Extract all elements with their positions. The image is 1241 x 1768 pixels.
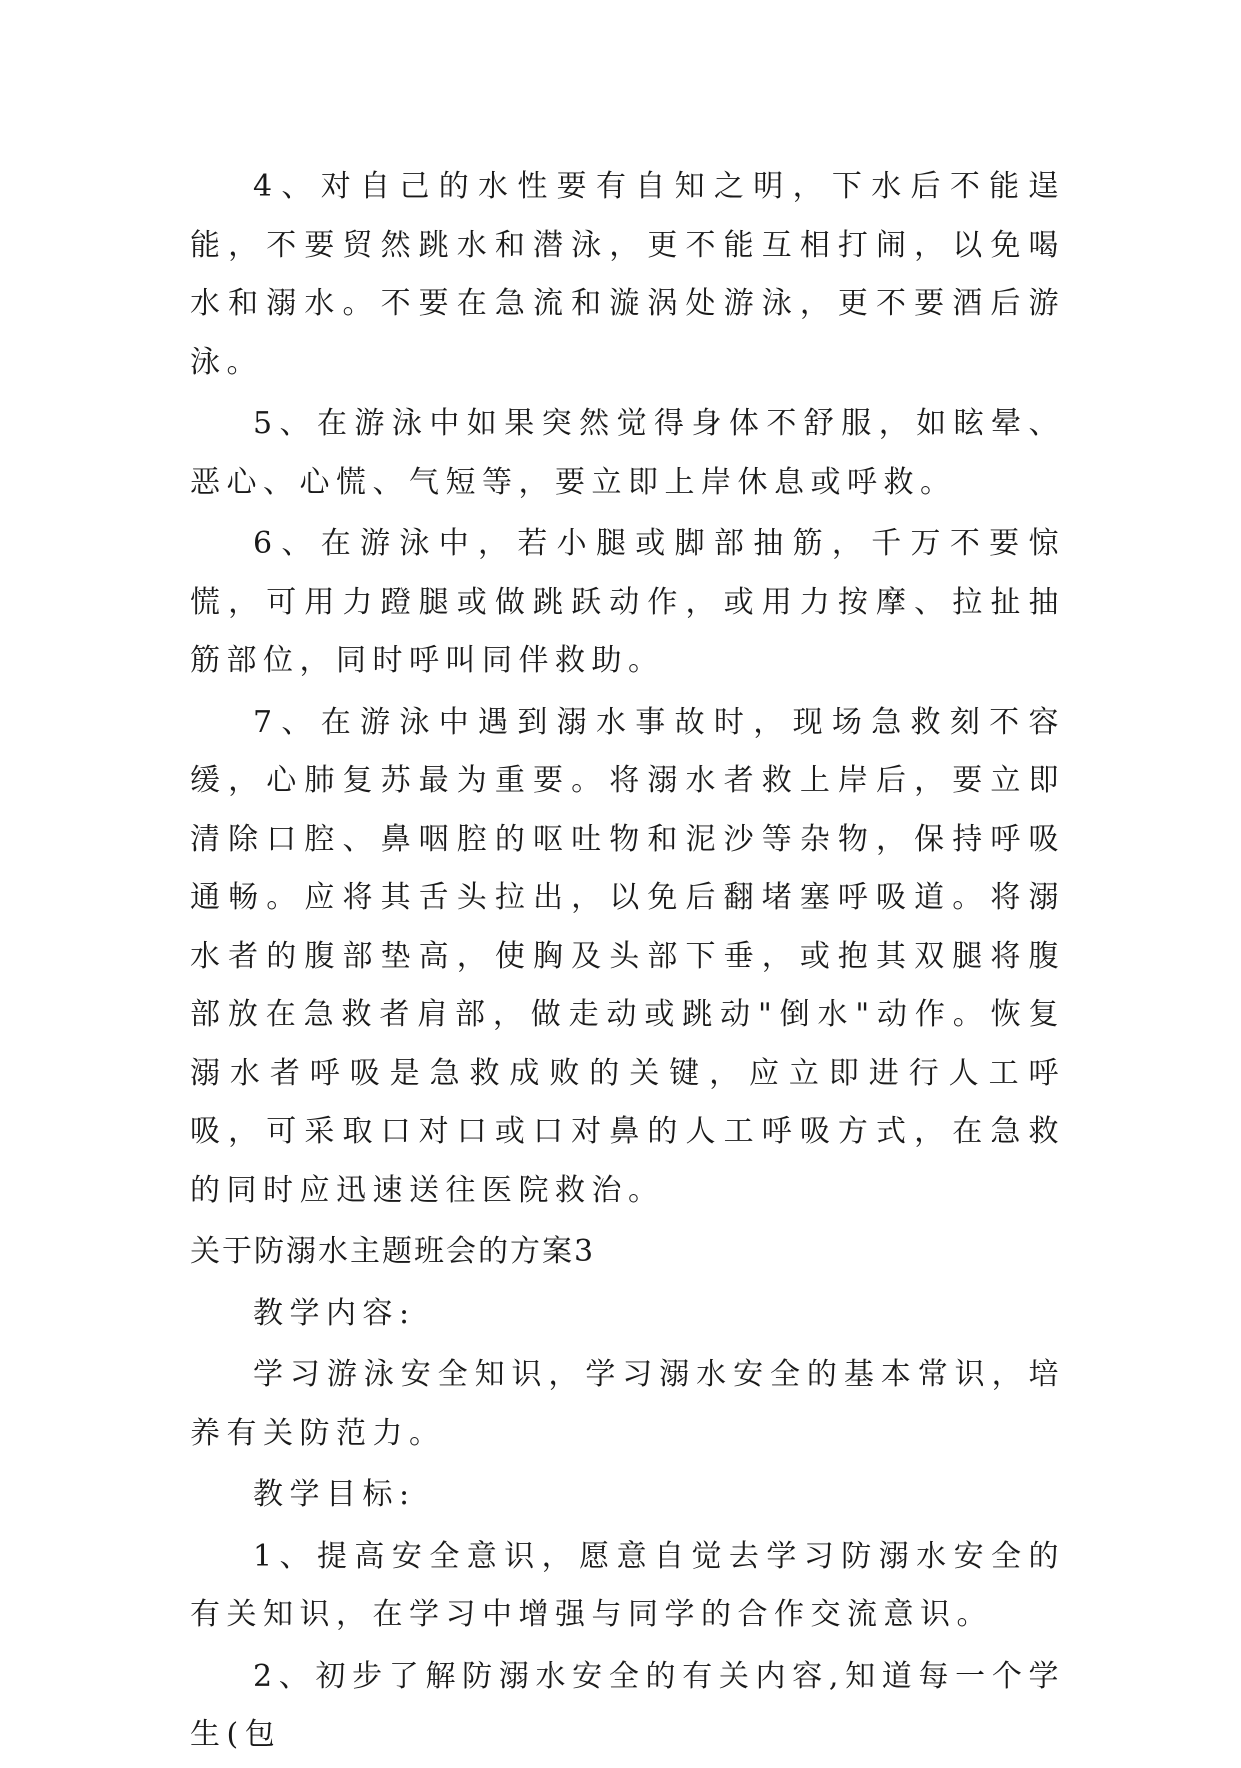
teaching-content-text: 学习游泳安全知识，学习溺水安全的基本常识，培养有关防范力。 [190,1357,1065,1451]
section-heading: 关于防溺水主题班会的方案3 [190,1234,596,1269]
paragraph-item-7: 7、在游泳中遇到溺水事故时，现场急救刻不容缓，心肺复苏最为重要。将溺水者救上岸后，要立即清除口腔、鼻咽腔的呕吐物和泥沙等杂物，保持呼吸通畅。应将其舌头拉出，以免后翻堵塞呼吸道。将溺水者的腹部垫高，使胸及头部下垂，或抱其双腿将腹部放在急救者肩部，做走动或跳动"倒水"动作。恢复溺水者呼吸是急救成败的关键，应立即进行人工呼吸，可采取口对口或口对鼻的人工呼吸方式，在急救的同时应迅速送往医院救治。 [190,704,1065,1208]
document-body [190,158,1065,1768]
paragraph-item-5: 5、在游泳中如果突然觉得身体不舒服，如眩晕、恶心、心慌、气短等，要立即上岸休息或呼救。 [190,406,1065,500]
teaching-goals-label: 教学目标: [253,1477,416,1512]
teaching-goal-1: 1、提高安全意识，愿意自觉去学习防溺水安全的有关知识，在学习中增强与同学的合作交流意识。 [190,1538,1065,1632]
paragraph-item-4: 4、对自己的水性要有自知之明，下水后不能逞能，不要贸然跳水和潜泳，更不能互相打闹，以免喝水和溺水。不要在急流和漩涡处游泳，更不要酒后游泳。 [190,169,1065,380]
teaching-goal-2: 2、初步了解防溺水安全的有关内容,知道每一个学生(包 [190,1658,1065,1752]
teaching-content-label: 教学内容: [253,1295,416,1331]
paragraph-item-6: 6、在游泳中，若小腿或脚部抽筋，千万不要惊慌，可用力蹬腿或做跳跃动作，或用力按摩、拉扯抽筋部位，同时呼叫同伴救助。 [190,526,1065,678]
